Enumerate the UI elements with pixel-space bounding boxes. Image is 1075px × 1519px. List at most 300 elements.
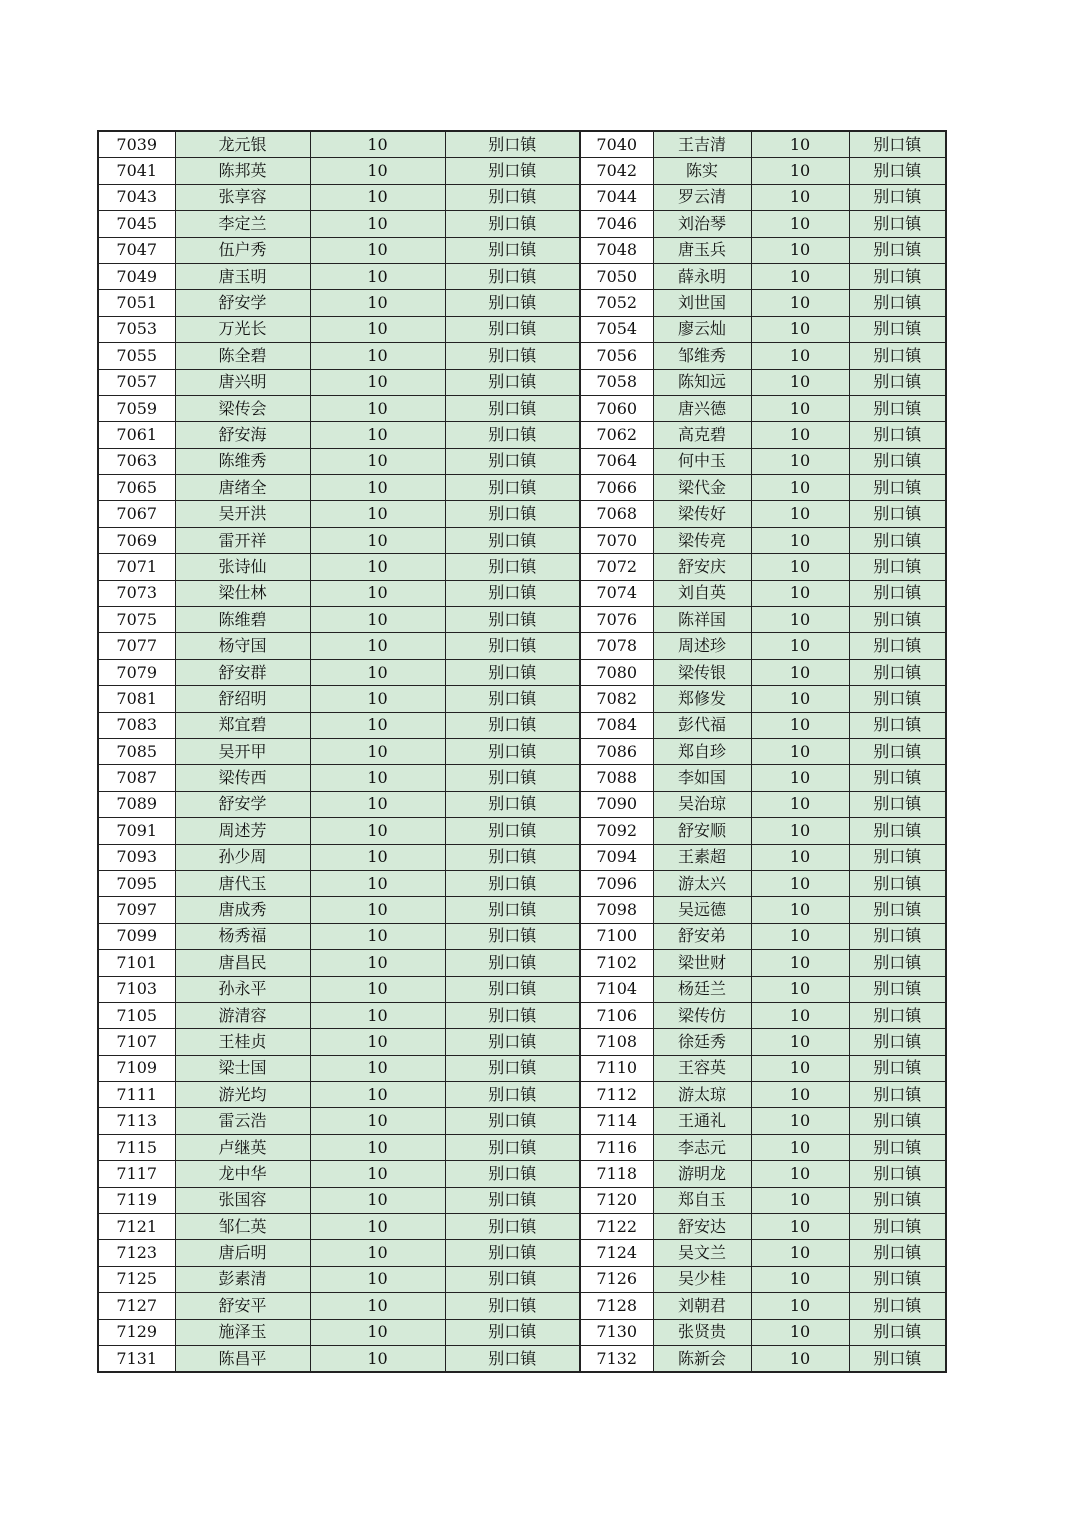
- right-town-cell: 别口镇: [849, 923, 946, 949]
- right-id-cell: 7078: [580, 633, 653, 659]
- right-name-cell: 陈知远: [653, 369, 751, 395]
- right-town-cell: 别口镇: [849, 1002, 946, 1028]
- right-id-cell: 7122: [580, 1214, 653, 1240]
- table-row: [98, 1108, 946, 1134]
- right-name-cell: 唐玉兵: [653, 237, 751, 263]
- left-town-cell: 别口镇: [445, 923, 580, 949]
- right-id-cell: 7116: [580, 1134, 653, 1160]
- right-id-cell: 7130: [580, 1319, 653, 1345]
- right-id-cell: 7124: [580, 1240, 653, 1266]
- right-town-cell: 别口镇: [849, 448, 946, 474]
- table-row: [98, 501, 946, 527]
- right-amount-cell: 10: [751, 475, 849, 501]
- left-id-cell: 7069: [98, 527, 175, 553]
- right-town-cell: 别口镇: [849, 1161, 946, 1187]
- right-amount-cell: 10: [751, 290, 849, 316]
- right-amount-cell: 10: [751, 765, 849, 791]
- left-name-cell: 梁仕林: [175, 580, 310, 606]
- left-id-cell: 7099: [98, 923, 175, 949]
- table-row: [98, 659, 946, 685]
- right-amount-cell: 10: [751, 395, 849, 421]
- left-town-cell: 别口镇: [445, 554, 580, 580]
- left-id-cell: 7111: [98, 1082, 175, 1108]
- left-amount-cell: 10: [310, 1082, 445, 1108]
- left-id-cell: 7071: [98, 554, 175, 580]
- right-id-cell: 7072: [580, 554, 653, 580]
- table-row: [98, 897, 946, 923]
- right-name-cell: 梁传好: [653, 501, 751, 527]
- left-amount-cell: 10: [310, 686, 445, 712]
- left-town-cell: 别口镇: [445, 1161, 580, 1187]
- left-name-cell: 陈邦英: [175, 158, 310, 184]
- right-id-cell: 7052: [580, 290, 653, 316]
- right-id-cell: 7094: [580, 844, 653, 870]
- right-name-cell: 梁传亮: [653, 527, 751, 553]
- right-town-cell: 别口镇: [849, 501, 946, 527]
- right-town-cell: 别口镇: [849, 1345, 946, 1372]
- left-town-cell: 别口镇: [445, 659, 580, 685]
- table-row: [98, 686, 946, 712]
- left-id-cell: 7117: [98, 1161, 175, 1187]
- table-row: [98, 475, 946, 501]
- left-id-cell: 7073: [98, 580, 175, 606]
- left-name-cell: 雷云浩: [175, 1108, 310, 1134]
- left-id-cell: 7079: [98, 659, 175, 685]
- left-id-cell: 7081: [98, 686, 175, 712]
- right-id-cell: 7064: [580, 448, 653, 474]
- right-town-cell: 别口镇: [849, 1240, 946, 1266]
- left-town-cell: 别口镇: [445, 237, 580, 263]
- left-amount-cell: 10: [310, 395, 445, 421]
- right-town-cell: 别口镇: [849, 554, 946, 580]
- right-amount-cell: 10: [751, 1319, 849, 1345]
- right-amount-cell: 10: [751, 1161, 849, 1187]
- right-name-cell: 张贤贵: [653, 1319, 751, 1345]
- right-town-cell: 别口镇: [849, 1214, 946, 1240]
- right-amount-cell: 10: [751, 738, 849, 764]
- right-amount-cell: 10: [751, 1108, 849, 1134]
- right-name-cell: 梁世财: [653, 950, 751, 976]
- left-amount-cell: 10: [310, 131, 445, 158]
- left-amount-cell: 10: [310, 343, 445, 369]
- left-town-cell: 别口镇: [445, 686, 580, 712]
- left-amount-cell: 10: [310, 501, 445, 527]
- left-name-cell: 陈维秀: [175, 448, 310, 474]
- left-name-cell: 周述芳: [175, 818, 310, 844]
- left-name-cell: 彭素清: [175, 1266, 310, 1292]
- right-amount-cell: 10: [751, 1345, 849, 1372]
- left-town-cell: 别口镇: [445, 1082, 580, 1108]
- right-town-cell: 别口镇: [849, 686, 946, 712]
- right-id-cell: 7108: [580, 1029, 653, 1055]
- left-town-cell: 别口镇: [445, 1134, 580, 1160]
- left-town-cell: 别口镇: [445, 1240, 580, 1266]
- left-name-cell: 唐代玉: [175, 870, 310, 896]
- left-name-cell: 舒安群: [175, 659, 310, 685]
- right-name-cell: 郑自珍: [653, 738, 751, 764]
- right-id-cell: 7054: [580, 316, 653, 342]
- left-name-cell: 唐后明: [175, 1240, 310, 1266]
- right-name-cell: 王吉清: [653, 131, 751, 158]
- left-amount-cell: 10: [310, 422, 445, 448]
- table-row: [98, 1293, 946, 1319]
- table-row: [98, 633, 946, 659]
- left-town-cell: 别口镇: [445, 1293, 580, 1319]
- right-amount-cell: 10: [751, 712, 849, 738]
- right-id-cell: 7102: [580, 950, 653, 976]
- right-town-cell: 别口镇: [849, 870, 946, 896]
- right-name-cell: 刘世国: [653, 290, 751, 316]
- left-name-cell: 唐绪全: [175, 475, 310, 501]
- left-name-cell: 梁士国: [175, 1055, 310, 1081]
- table-row: [98, 870, 946, 896]
- left-town-cell: 别口镇: [445, 1108, 580, 1134]
- left-town-cell: 别口镇: [445, 263, 580, 289]
- left-name-cell: 伍户秀: [175, 237, 310, 263]
- right-name-cell: 吴少桂: [653, 1266, 751, 1292]
- table-row: [98, 316, 946, 342]
- table-row: [98, 554, 946, 580]
- right-id-cell: 7112: [580, 1082, 653, 1108]
- right-id-cell: 7068: [580, 501, 653, 527]
- right-amount-cell: 10: [751, 897, 849, 923]
- left-amount-cell: 10: [310, 290, 445, 316]
- left-name-cell: 唐成秀: [175, 897, 310, 923]
- left-name-cell: 郑宜碧: [175, 712, 310, 738]
- left-name-cell: 吴开洪: [175, 501, 310, 527]
- left-id-cell: 7113: [98, 1108, 175, 1134]
- right-name-cell: 游明龙: [653, 1161, 751, 1187]
- left-id-cell: 7041: [98, 158, 175, 184]
- left-name-cell: 舒安海: [175, 422, 310, 448]
- left-id-cell: 7063: [98, 448, 175, 474]
- table-row: [98, 422, 946, 448]
- right-id-cell: 7084: [580, 712, 653, 738]
- right-name-cell: 唐兴德: [653, 395, 751, 421]
- left-name-cell: 张国容: [175, 1187, 310, 1213]
- left-id-cell: 7055: [98, 343, 175, 369]
- right-amount-cell: 10: [751, 607, 849, 633]
- right-amount-cell: 10: [751, 923, 849, 949]
- left-town-cell: 别口镇: [445, 316, 580, 342]
- left-town-cell: 别口镇: [445, 448, 580, 474]
- left-name-cell: 舒安学: [175, 791, 310, 817]
- right-name-cell: 王通礼: [653, 1108, 751, 1134]
- left-amount-cell: 10: [310, 976, 445, 1002]
- right-name-cell: 彭代福: [653, 712, 751, 738]
- left-name-cell: 舒绍明: [175, 686, 310, 712]
- right-id-cell: 7058: [580, 369, 653, 395]
- right-town-cell: 别口镇: [849, 263, 946, 289]
- left-amount-cell: 10: [310, 712, 445, 738]
- left-id-cell: 7093: [98, 844, 175, 870]
- right-town-cell: 别口镇: [849, 1293, 946, 1319]
- right-amount-cell: 10: [751, 1266, 849, 1292]
- right-id-cell: 7080: [580, 659, 653, 685]
- right-id-cell: 7092: [580, 818, 653, 844]
- left-town-cell: 别口镇: [445, 1214, 580, 1240]
- left-id-cell: 7043: [98, 184, 175, 210]
- left-id-cell: 7127: [98, 1293, 175, 1319]
- right-id-cell: 7062: [580, 422, 653, 448]
- left-id-cell: 7065: [98, 475, 175, 501]
- left-amount-cell: 10: [310, 448, 445, 474]
- table-row: [98, 1266, 946, 1292]
- right-town-cell: 别口镇: [849, 1319, 946, 1345]
- left-name-cell: 唐昌民: [175, 950, 310, 976]
- left-id-cell: 7103: [98, 976, 175, 1002]
- left-amount-cell: 10: [310, 1108, 445, 1134]
- left-name-cell: 张享容: [175, 184, 310, 210]
- right-amount-cell: 10: [751, 950, 849, 976]
- left-town-cell: 别口镇: [445, 818, 580, 844]
- right-amount-cell: 10: [751, 263, 849, 289]
- right-id-cell: 7132: [580, 1345, 653, 1372]
- left-name-cell: 唐兴明: [175, 369, 310, 395]
- right-name-cell: 梁传银: [653, 659, 751, 685]
- left-id-cell: 7091: [98, 818, 175, 844]
- table-row: [98, 791, 946, 817]
- left-amount-cell: 10: [310, 1319, 445, 1345]
- right-amount-cell: 10: [751, 1029, 849, 1055]
- right-name-cell: 梁代金: [653, 475, 751, 501]
- right-amount-cell: 10: [751, 633, 849, 659]
- left-amount-cell: 10: [310, 554, 445, 580]
- left-town-cell: 别口镇: [445, 290, 580, 316]
- right-name-cell: 杨廷兰: [653, 976, 751, 1002]
- right-name-cell: 郑修发: [653, 686, 751, 712]
- right-town-cell: 别口镇: [849, 844, 946, 870]
- right-id-cell: 7114: [580, 1108, 653, 1134]
- left-town-cell: 别口镇: [445, 580, 580, 606]
- right-name-cell: 李如国: [653, 765, 751, 791]
- left-amount-cell: 10: [310, 1029, 445, 1055]
- table-row: [98, 395, 946, 421]
- left-amount-cell: 10: [310, 1266, 445, 1292]
- right-town-cell: 别口镇: [849, 422, 946, 448]
- right-id-cell: 7098: [580, 897, 653, 923]
- right-town-cell: 别口镇: [849, 211, 946, 237]
- left-amount-cell: 10: [310, 1055, 445, 1081]
- right-amount-cell: 10: [751, 184, 849, 210]
- left-id-cell: 7129: [98, 1319, 175, 1345]
- left-town-cell: 别口镇: [445, 1029, 580, 1055]
- left-town-cell: 别口镇: [445, 897, 580, 923]
- left-id-cell: 7095: [98, 870, 175, 896]
- left-town-cell: 别口镇: [445, 131, 580, 158]
- left-id-cell: 7089: [98, 791, 175, 817]
- left-amount-cell: 10: [310, 1214, 445, 1240]
- left-id-cell: 7047: [98, 237, 175, 263]
- right-name-cell: 郑自玉: [653, 1187, 751, 1213]
- left-town-cell: 别口镇: [445, 395, 580, 421]
- left-amount-cell: 10: [310, 1293, 445, 1319]
- table-row: [98, 1240, 946, 1266]
- left-amount-cell: 10: [310, 158, 445, 184]
- table-row: [98, 1345, 946, 1372]
- table-row: [98, 1055, 946, 1081]
- left-id-cell: 7067: [98, 501, 175, 527]
- right-amount-cell: 10: [751, 976, 849, 1002]
- right-id-cell: 7040: [580, 131, 653, 158]
- table-row: [98, 1319, 946, 1345]
- right-name-cell: 刘朝君: [653, 1293, 751, 1319]
- left-town-cell: 别口镇: [445, 1345, 580, 1372]
- left-name-cell: 王桂贞: [175, 1029, 310, 1055]
- left-id-cell: 7123: [98, 1240, 175, 1266]
- right-town-cell: 别口镇: [849, 897, 946, 923]
- right-name-cell: 吴治琼: [653, 791, 751, 817]
- left-town-cell: 别口镇: [445, 343, 580, 369]
- right-amount-cell: 10: [751, 343, 849, 369]
- table-row: [98, 448, 946, 474]
- right-id-cell: 7104: [580, 976, 653, 1002]
- right-amount-cell: 10: [751, 1134, 849, 1160]
- left-id-cell: 7077: [98, 633, 175, 659]
- right-amount-cell: 10: [751, 369, 849, 395]
- right-name-cell: 陈实: [653, 158, 751, 184]
- right-name-cell: 游太兴: [653, 870, 751, 896]
- right-town-cell: 别口镇: [849, 633, 946, 659]
- right-town-cell: 别口镇: [849, 316, 946, 342]
- right-town-cell: 别口镇: [849, 1266, 946, 1292]
- table-row: [98, 976, 946, 1002]
- table-row: [98, 818, 946, 844]
- left-id-cell: 7109: [98, 1055, 175, 1081]
- right-name-cell: 舒安顺: [653, 818, 751, 844]
- left-id-cell: 7059: [98, 395, 175, 421]
- table-row: [98, 263, 946, 289]
- right-id-cell: 7056: [580, 343, 653, 369]
- left-name-cell: 龙中华: [175, 1161, 310, 1187]
- right-amount-cell: 10: [751, 448, 849, 474]
- right-id-cell: 7060: [580, 395, 653, 421]
- right-amount-cell: 10: [751, 1240, 849, 1266]
- left-amount-cell: 10: [310, 738, 445, 764]
- left-name-cell: 杨秀福: [175, 923, 310, 949]
- right-id-cell: 7044: [580, 184, 653, 210]
- left-amount-cell: 10: [310, 1187, 445, 1213]
- table-row: [98, 1134, 946, 1160]
- right-id-cell: 7128: [580, 1293, 653, 1319]
- table-row: [98, 607, 946, 633]
- table-row: [98, 844, 946, 870]
- right-name-cell: 王素超: [653, 844, 751, 870]
- right-name-cell: 陈祥国: [653, 607, 751, 633]
- left-id-cell: 7107: [98, 1029, 175, 1055]
- left-town-cell: 别口镇: [445, 1055, 580, 1081]
- left-id-cell: 7101: [98, 950, 175, 976]
- right-town-cell: 别口镇: [849, 527, 946, 553]
- right-id-cell: 7100: [580, 923, 653, 949]
- right-id-cell: 7120: [580, 1187, 653, 1213]
- right-name-cell: 何中玉: [653, 448, 751, 474]
- left-id-cell: 7051: [98, 290, 175, 316]
- right-id-cell: 7050: [580, 263, 653, 289]
- right-id-cell: 7106: [580, 1002, 653, 1028]
- left-amount-cell: 10: [310, 211, 445, 237]
- left-name-cell: 邹仁英: [175, 1214, 310, 1240]
- table-row: [98, 158, 946, 184]
- right-name-cell: 李志元: [653, 1134, 751, 1160]
- right-id-cell: 7086: [580, 738, 653, 764]
- left-name-cell: 卢继英: [175, 1134, 310, 1160]
- right-name-cell: 王容英: [653, 1055, 751, 1081]
- right-name-cell: 吴远德: [653, 897, 751, 923]
- left-town-cell: 别口镇: [445, 791, 580, 817]
- left-id-cell: 7045: [98, 211, 175, 237]
- left-name-cell: 舒安学: [175, 290, 310, 316]
- right-town-cell: 别口镇: [849, 659, 946, 685]
- right-town-cell: 别口镇: [849, 184, 946, 210]
- right-town-cell: 别口镇: [849, 818, 946, 844]
- left-town-cell: 别口镇: [445, 1319, 580, 1345]
- right-name-cell: 邹维秀: [653, 343, 751, 369]
- right-id-cell: 7066: [580, 475, 653, 501]
- table-row: [98, 1029, 946, 1055]
- right-town-cell: 别口镇: [849, 1108, 946, 1134]
- left-name-cell: 雷开祥: [175, 527, 310, 553]
- left-name-cell: 施泽玉: [175, 1319, 310, 1345]
- left-name-cell: 张诗仙: [175, 554, 310, 580]
- right-town-cell: 别口镇: [849, 237, 946, 263]
- left-town-cell: 别口镇: [445, 765, 580, 791]
- right-amount-cell: 10: [751, 422, 849, 448]
- table-row: [98, 290, 946, 316]
- left-id-cell: 7053: [98, 316, 175, 342]
- left-id-cell: 7061: [98, 422, 175, 448]
- left-name-cell: 梁传西: [175, 765, 310, 791]
- right-name-cell: 徐廷秀: [653, 1029, 751, 1055]
- left-town-cell: 别口镇: [445, 870, 580, 896]
- left-name-cell: 杨守国: [175, 633, 310, 659]
- left-name-cell: 唐玉明: [175, 263, 310, 289]
- roster-table: [97, 130, 947, 1373]
- right-town-cell: 别口镇: [849, 290, 946, 316]
- table-row: [98, 369, 946, 395]
- left-amount-cell: 10: [310, 1002, 445, 1028]
- right-name-cell: 刘自英: [653, 580, 751, 606]
- left-town-cell: 别口镇: [445, 184, 580, 210]
- right-town-cell: 别口镇: [849, 475, 946, 501]
- left-town-cell: 别口镇: [445, 158, 580, 184]
- right-town-cell: 别口镇: [849, 1134, 946, 1160]
- right-id-cell: 7118: [580, 1161, 653, 1187]
- right-id-cell: 7126: [580, 1266, 653, 1292]
- right-id-cell: 7070: [580, 527, 653, 553]
- table-row: [98, 1161, 946, 1187]
- right-name-cell: 舒安达: [653, 1214, 751, 1240]
- right-amount-cell: 10: [751, 501, 849, 527]
- right-town-cell: 别口镇: [849, 950, 946, 976]
- right-name-cell: 吴文兰: [653, 1240, 751, 1266]
- left-amount-cell: 10: [310, 818, 445, 844]
- left-town-cell: 别口镇: [445, 633, 580, 659]
- left-name-cell: 陈全碧: [175, 343, 310, 369]
- left-id-cell: 7083: [98, 712, 175, 738]
- left-town-cell: 别口镇: [445, 475, 580, 501]
- right-id-cell: 7048: [580, 237, 653, 263]
- right-town-cell: 别口镇: [849, 765, 946, 791]
- left-amount-cell: 10: [310, 607, 445, 633]
- right-amount-cell: 10: [751, 527, 849, 553]
- right-amount-cell: 10: [751, 131, 849, 158]
- right-name-cell: 游太琼: [653, 1082, 751, 1108]
- right-amount-cell: 10: [751, 659, 849, 685]
- left-id-cell: 7115: [98, 1134, 175, 1160]
- left-town-cell: 别口镇: [445, 1187, 580, 1213]
- left-amount-cell: 10: [310, 950, 445, 976]
